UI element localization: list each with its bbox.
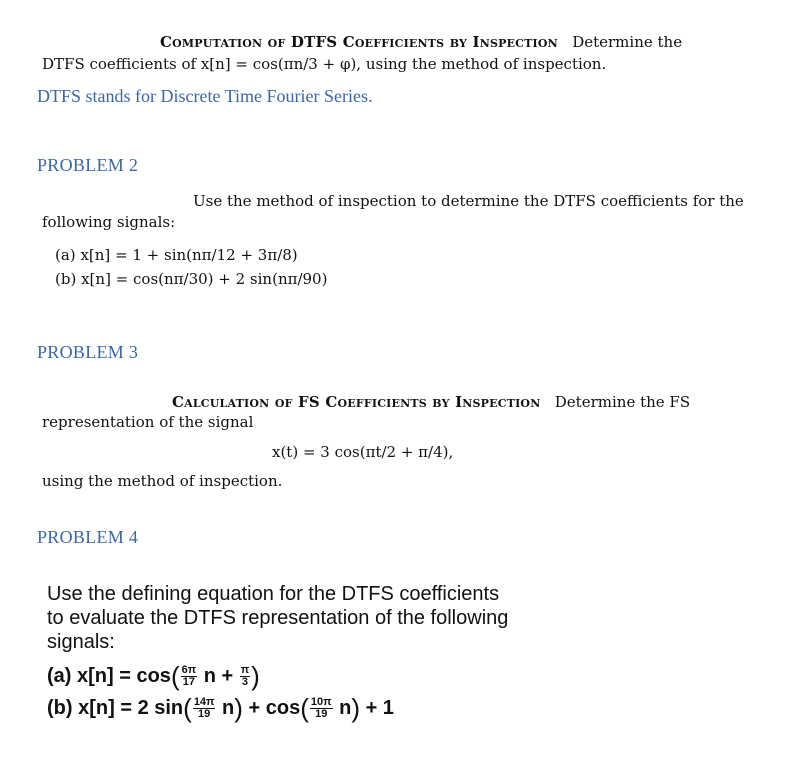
problem4-b-plus: + cos <box>248 696 301 719</box>
problem4-line-2: to evaluate the DTFS representation of the following <box>47 607 509 629</box>
problem2-item-b-expr: x[n] = cos(nπ/30) + 2 sin(nπ/90) <box>81 270 328 288</box>
problem4-b-lhs: x[n] = 2 sin <box>78 696 184 719</box>
problem4-b-close-paren-2: ) <box>351 693 360 723</box>
problem4-a-fraction-1 <box>181 665 198 688</box>
intro-line-1 <box>160 33 682 51</box>
problem4-b-mid-1: n <box>222 696 235 719</box>
intro-text-line-2: DTFS coefficients of x[n] = cos(πn/3 + φ), using the method of inspection. <box>42 55 607 73</box>
problem2-line-2: following signals: <box>42 213 176 231</box>
problem3-equation: x(t) = 3 cos(πt/2 + π/4), <box>272 443 454 461</box>
intro-text-line-1: Determine the <box>572 33 683 51</box>
problem3-heading: PROBLEM 3 <box>37 342 139 362</box>
problem4-a-label: (a) <box>47 664 72 687</box>
problem2-item-b-label: (b) <box>55 270 77 288</box>
problem2-item-b <box>55 270 327 288</box>
problem4-b-tail: + 1 <box>365 696 394 719</box>
problem4-a-fraction-2 <box>240 665 250 688</box>
problem4-b-mid-2: n <box>339 696 352 719</box>
problem4-b-label: (b) <box>47 696 73 719</box>
problem4-b-frac2-num: 10π <box>310 696 332 708</box>
problem4-b-frac1-den: 19 <box>198 708 211 720</box>
problem3-text-line-3: using the method of inspection. <box>42 472 283 490</box>
problem4-a-frac2-den: 3 <box>241 676 248 688</box>
problem4-a-close-paren: ) <box>251 661 260 691</box>
problem2-item-a-label: (a) <box>55 246 76 264</box>
intro-note: DTFS stands for Discrete Time Fourier Series. <box>37 86 373 106</box>
problem4-b-open-paren-1: ( <box>183 693 192 723</box>
problem4-b-fraction-2 <box>310 697 333 720</box>
problem4-b-open-paren-2: ( <box>300 693 309 723</box>
problem2-heading: PROBLEM 2 <box>37 155 139 175</box>
problem4-item-a <box>47 661 260 692</box>
problem4-b-fraction-1 <box>193 697 216 720</box>
problem2-item-a <box>55 246 298 264</box>
problem2-item-a-expr: x[n] = 1 + sin(nπ/12 + 3π/8) <box>80 246 298 264</box>
problem4-a-frac1-num: 6π <box>181 664 197 676</box>
problem4-a-frac1-den: 17 <box>182 676 195 688</box>
problem4-b-frac2-den: 19 <box>315 708 328 720</box>
problem4-b-frac1-num: 14π <box>193 696 215 708</box>
problem4-a-frac2-num: π <box>240 664 250 676</box>
problem4-a-lhs: x[n] = cos <box>77 664 171 687</box>
problem4-a-mid: n + <box>203 664 234 687</box>
problem3-line-1 <box>172 393 690 411</box>
problem3-text-line-1: Determine the FS <box>554 393 691 411</box>
intro-title: Computation of DTFS Coefficients by Inspection <box>160 33 558 51</box>
problem3-text-line-2: representation of the signal <box>42 413 254 431</box>
problem4-heading: PROBLEM 4 <box>37 527 139 547</box>
problem3-title: Calculation of FS Coefficients by Inspection <box>172 393 541 411</box>
problem4-line-3: signals: <box>47 631 115 653</box>
problem2-line-1: Use the method of inspection to determine the DTFS coefficients for the <box>193 192 744 210</box>
problem4-item-b <box>47 693 394 724</box>
problem4-a-open-paren: ( <box>170 661 180 691</box>
problem4-line-1: Use the defining equation for the DTFS coefficients <box>47 583 500 605</box>
problem4-b-close-paren-1: ) <box>234 693 243 723</box>
